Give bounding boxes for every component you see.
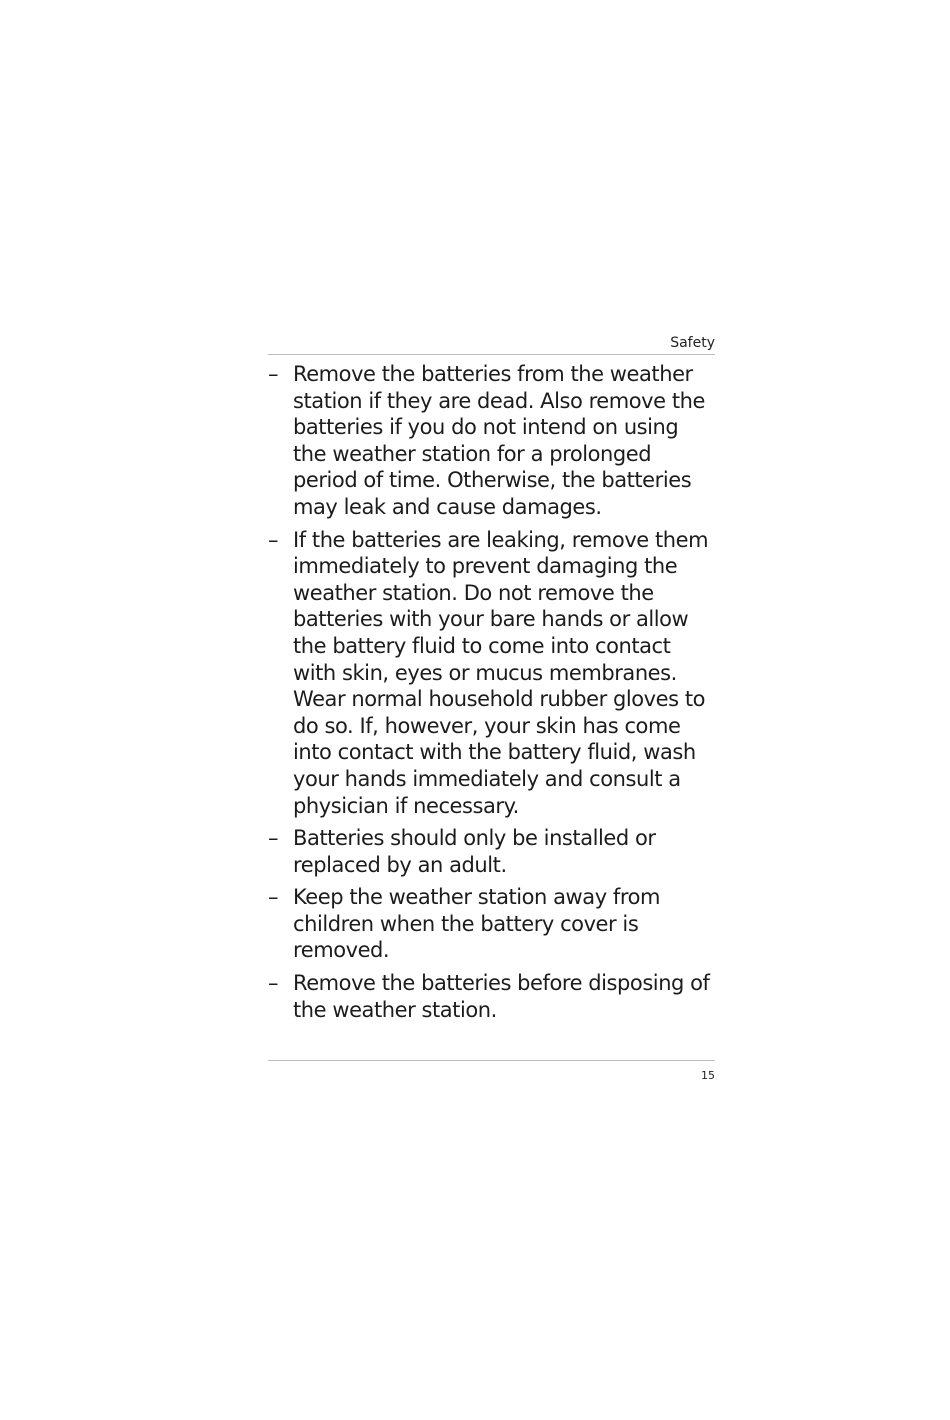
dash-marker: – [268,362,279,386]
dash-marker: – [268,885,279,910]
list-item [268,361,715,521]
footer-rule [268,1060,715,1061]
safety-list [268,361,715,1023]
list-item-text: Remove the batteries before disposing of the weather station. [293,971,710,1022]
page-footer [268,1060,715,1083]
section-title: Safety [670,335,715,351]
list-item [268,884,715,964]
dash-marker: – [268,971,279,996]
list-item-text: Batteries should only be installed or replaced by an adult. [293,826,656,877]
list-item-text: Remove the batteries from the weather station if they are dead. Also remove the batteries if you do not intend on using the weather station for a prolonged period of time. Otherwise, the batteries may leak and cause damages. [293,362,705,519]
list-item [268,825,715,878]
page-content [268,334,715,1029]
page-number: 15 [701,1069,715,1082]
dash-marker: – [268,527,279,552]
list-item-text: Keep the weather station away from children when the battery cover is removed. [293,885,660,963]
list-item [268,970,715,1023]
header-rule [268,354,715,355]
list-item [268,527,715,820]
dash-marker: – [268,826,279,851]
list-item-text: If the batteries are leaking, remove them immediately to prevent damaging the weather station. Do not remove the batteries with your bare hands or allow the battery fluid to come into contact with skin, eyes or mucus membranes. Wear normal household rubber gloves to do so. If, however, your skin has come into contact with the battery fluid, wash your hands immediately and consult a physician if necessary. [293,527,709,818]
